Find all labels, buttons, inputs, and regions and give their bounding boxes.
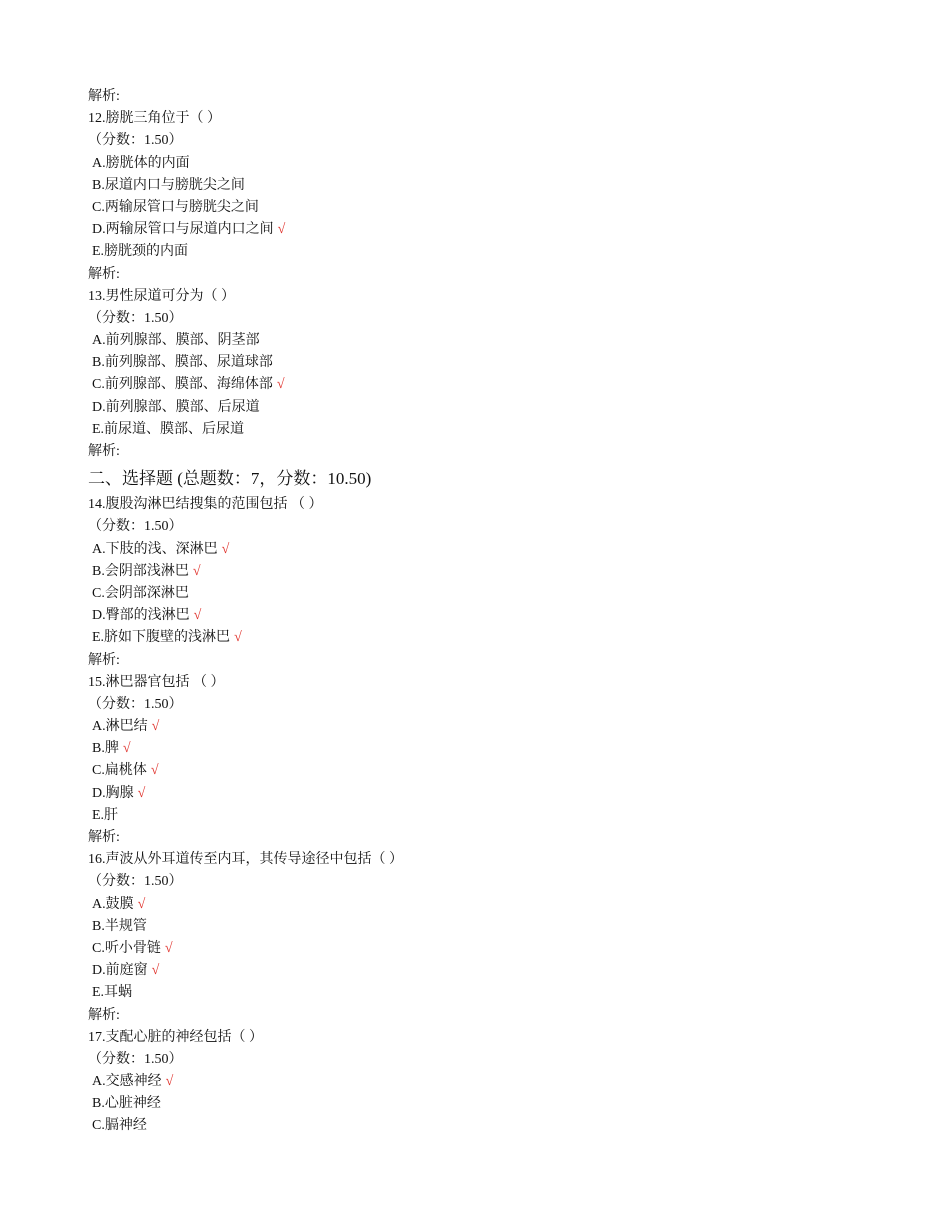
option-text: A.前列腺部、膜部、阴茎部 xyxy=(92,333,260,349)
option-text: E.脐如下腹壁的浅淋巴 xyxy=(92,630,231,646)
option-text: C.听小骨链 xyxy=(92,940,161,956)
option-text: C.前列腺部、膜部、海绵体部 xyxy=(92,377,273,393)
answer-option xyxy=(88,760,908,782)
option-text: C.扁桃体 xyxy=(92,763,147,779)
question-stem: 15.淋巴器官包括 （ ） xyxy=(88,674,225,690)
question-block xyxy=(88,672,908,850)
answer-option xyxy=(88,783,908,805)
option-text: A.淋巴结 xyxy=(92,719,148,735)
correct-check-icon: √ xyxy=(192,563,201,579)
answer-option xyxy=(88,627,908,649)
correct-check-icon: √ xyxy=(234,630,242,646)
correct-check-icon: √ xyxy=(122,741,131,757)
option-text: B.半规管 xyxy=(92,918,147,934)
option-text: D.臀部的浅淋巴 xyxy=(92,608,190,624)
question-score: （分数：1.50） xyxy=(88,696,183,712)
answer-option xyxy=(88,219,908,241)
option-text: B.心脏神经 xyxy=(92,1096,161,1112)
question-block xyxy=(88,108,908,286)
answer-option xyxy=(88,153,908,175)
question-stem: 12.膀胱三角位于（ ） xyxy=(88,111,221,127)
answer-option xyxy=(88,561,908,583)
option-text: D.两输尿管口与尿道内口之间 xyxy=(92,222,274,238)
option-text: C.膈神经 xyxy=(92,1118,147,1134)
option-text: E.前尿道、膜部、后尿道 xyxy=(92,421,245,437)
answer-option xyxy=(88,330,908,352)
answer-option xyxy=(88,982,908,1004)
analysis-label: 解析: xyxy=(88,89,120,104)
option-text: E.肝 xyxy=(92,807,119,823)
option-text: C.会阴部深淋巴 xyxy=(92,585,189,601)
question-score: （分数：1.50） xyxy=(88,519,183,535)
option-text: D.前列腺部、膜部、后尿道 xyxy=(92,399,260,415)
answer-option xyxy=(88,916,908,938)
answer-option xyxy=(88,894,908,916)
question-stem: 14.腹股沟淋巴结搜集的范围包括 （ ） xyxy=(88,497,323,513)
analysis-label: 解析: xyxy=(88,266,120,282)
answer-option xyxy=(88,960,908,982)
correct-check-icon: √ xyxy=(165,1074,174,1090)
analysis-label: 解析: xyxy=(88,652,120,668)
answer-option xyxy=(88,1071,908,1093)
answer-option xyxy=(88,197,908,219)
option-text: A.膀胱体的内面 xyxy=(92,155,190,171)
answer-option xyxy=(88,539,908,561)
option-text: A.交感神经 xyxy=(92,1074,162,1090)
correct-check-icon: √ xyxy=(277,222,286,238)
option-text: B.尿道内口与膀胱尖之间 xyxy=(92,177,245,193)
question-block xyxy=(88,286,908,464)
option-text: E.耳蜗 xyxy=(92,985,133,1001)
question-block xyxy=(88,494,908,672)
analysis-label: 解析: xyxy=(88,1007,120,1023)
option-text: E.膀胱颈的内面 xyxy=(92,244,189,260)
question-stem: 13.男性尿道可分为（ ） xyxy=(88,288,235,304)
answer-option xyxy=(88,1093,908,1115)
option-text: A.鼓膜 xyxy=(92,896,134,912)
question-score: （分数：1.50） xyxy=(88,874,183,890)
answer-option xyxy=(88,1115,908,1137)
option-text: D.前庭窗 xyxy=(92,963,148,979)
answer-option xyxy=(88,738,908,760)
answer-option xyxy=(88,583,908,605)
question-stem: 17.支配心脏的神经包括（ ） xyxy=(88,1029,263,1045)
answer-option xyxy=(88,175,908,197)
correct-check-icon: √ xyxy=(221,541,230,557)
question-score: （分数：1.50） xyxy=(88,1051,183,1067)
correct-check-icon: √ xyxy=(193,608,202,624)
answer-option xyxy=(88,374,908,396)
option-text: A.下肢的浅、深淋巴 xyxy=(92,541,218,557)
correct-check-icon: √ xyxy=(150,763,159,779)
analysis-label: 解析: xyxy=(88,830,120,845)
question-score: （分数：1.50） xyxy=(88,310,183,326)
option-text: B.脾 xyxy=(92,741,119,757)
exam-document xyxy=(88,86,908,1138)
correct-check-icon: √ xyxy=(276,377,285,393)
answer-option xyxy=(88,397,908,419)
correct-check-icon: √ xyxy=(137,785,146,801)
question-block xyxy=(88,849,908,1027)
option-text: C.两输尿管口与膀胱尖之间 xyxy=(92,199,259,215)
section-2-questions xyxy=(88,494,908,1137)
option-text: D.胸腺 xyxy=(92,785,134,801)
analysis-label: 解析: xyxy=(88,444,120,459)
question-score: （分数：1.50） xyxy=(88,133,183,149)
section-1-questions xyxy=(88,108,908,463)
correct-check-icon: √ xyxy=(151,963,160,979)
correct-check-icon: √ xyxy=(164,940,173,956)
answer-option xyxy=(88,419,908,441)
option-text: B.前列腺部、膜部、尿道球部 xyxy=(92,355,273,371)
answer-option xyxy=(88,938,908,960)
section-heading: 二、选择题 (总题数：7，分数：10.50) xyxy=(88,469,372,489)
answer-option xyxy=(88,805,908,827)
answer-option xyxy=(88,241,908,263)
answer-option xyxy=(88,605,908,627)
correct-check-icon: √ xyxy=(137,896,146,912)
question-stem: 16.声波从外耳道传至内耳，其传导途径中包括（ ） xyxy=(88,852,403,868)
option-text: B.会阴部浅淋巴 xyxy=(92,563,189,579)
answer-option xyxy=(88,716,908,738)
correct-check-icon: √ xyxy=(151,719,160,735)
question-block xyxy=(88,1027,908,1138)
answer-option xyxy=(88,352,908,374)
